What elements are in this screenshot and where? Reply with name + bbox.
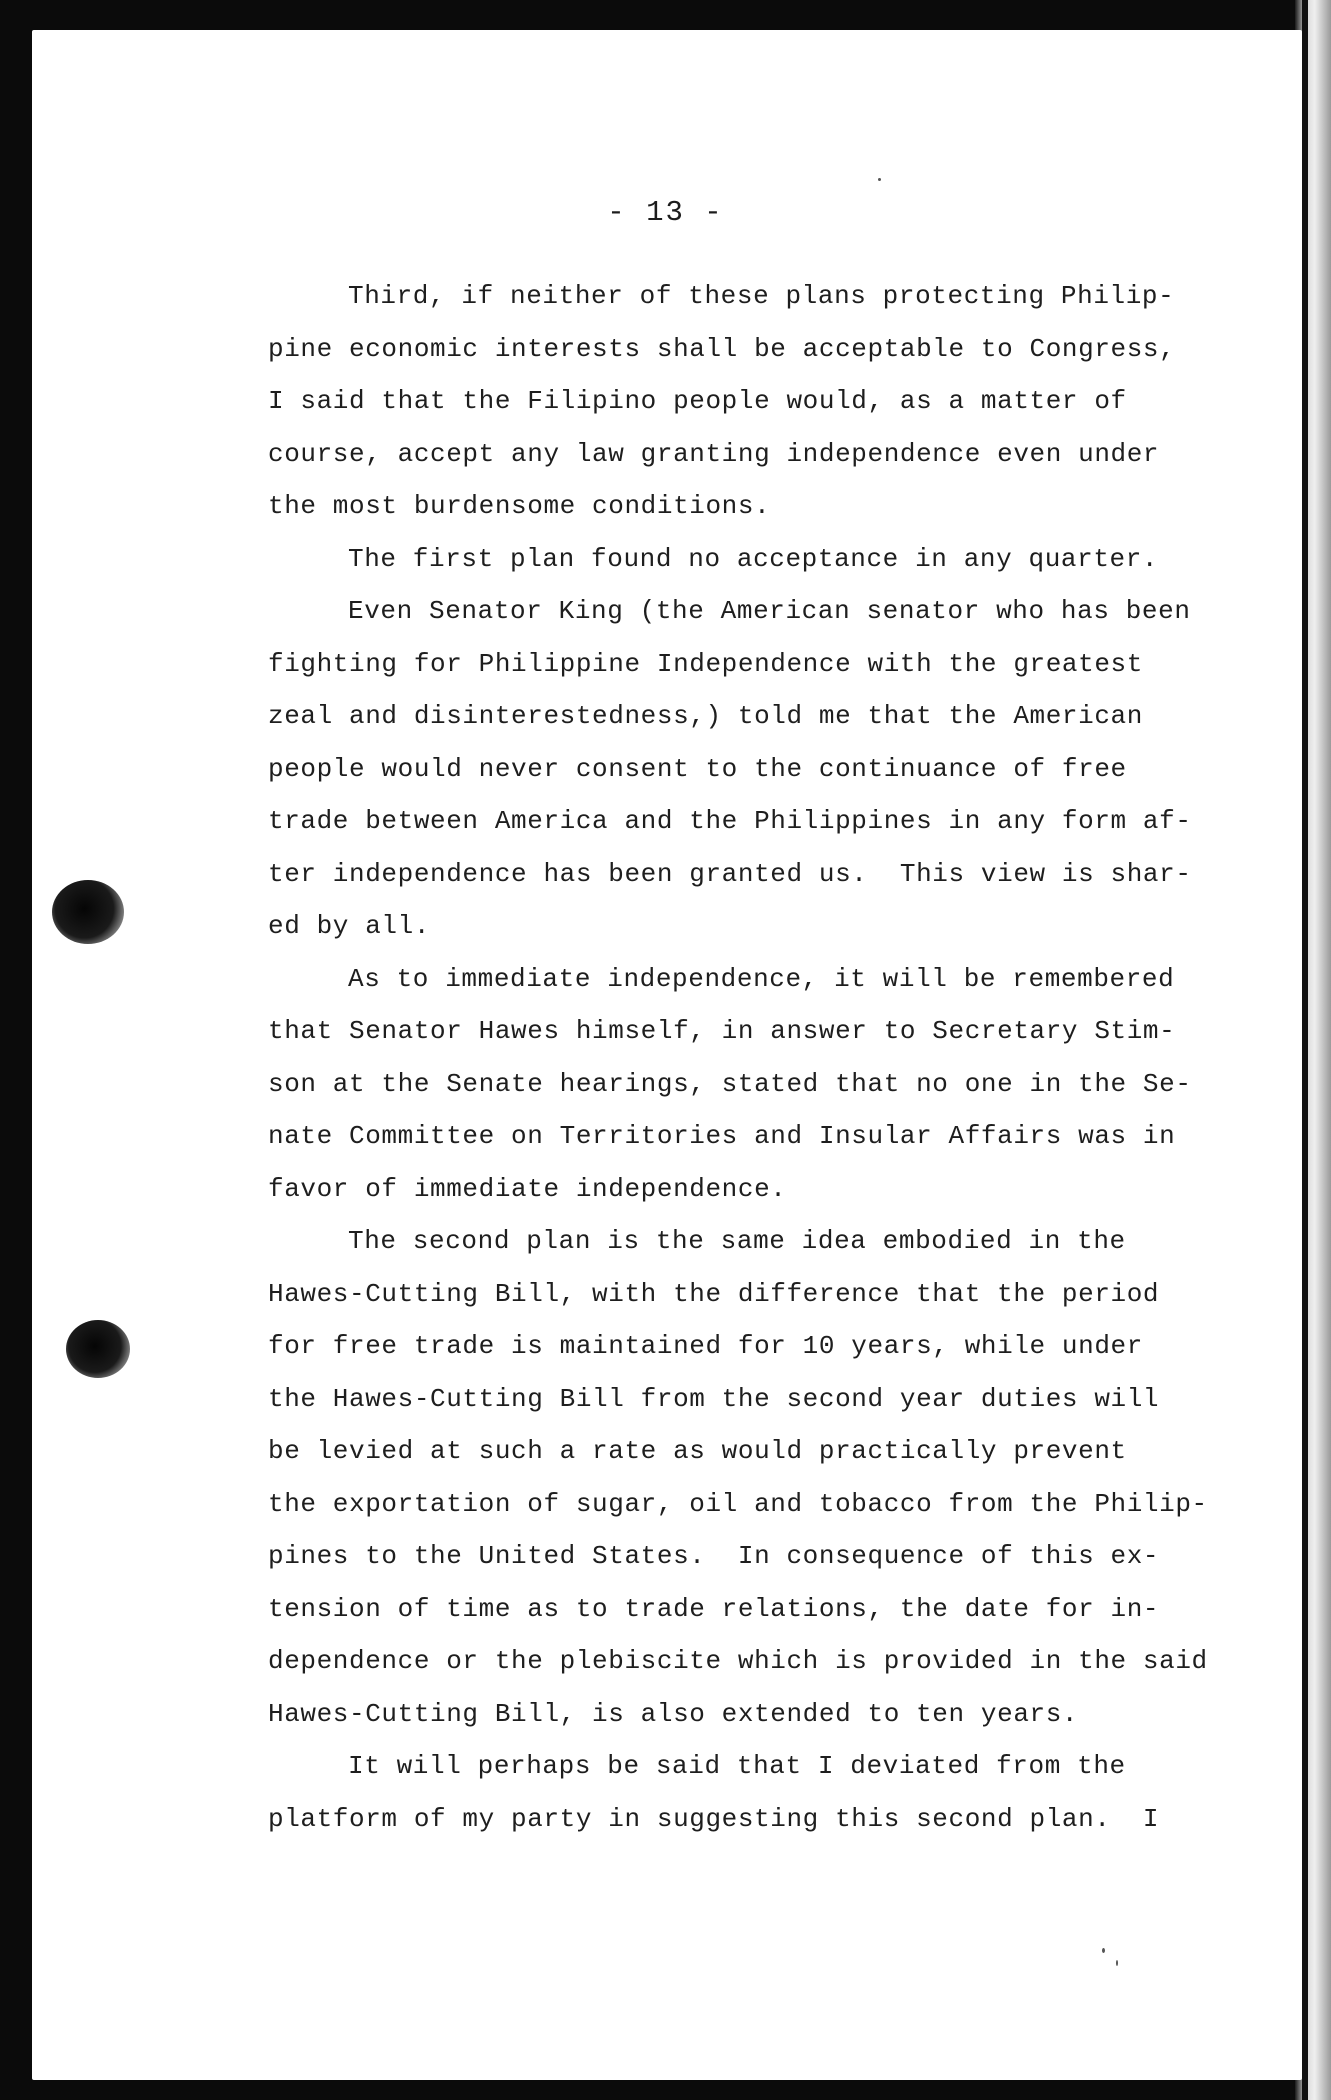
text-line: be levied at such a rate as would practically prevent <box>268 1436 1127 1466</box>
dust-speck <box>878 178 881 181</box>
text-line: ed by all. <box>268 911 431 941</box>
text-line: It will perhaps be said that I deviated from the <box>348 1751 1126 1781</box>
page-edge-strip <box>1302 0 1308 2100</box>
text-line: that Senator Hawes himself, in answer to Secretary Stim- <box>268 1016 1176 1046</box>
text-line: the most burdensome conditions. <box>268 491 771 521</box>
text-line: As to immediate independence, it will be remembered <box>348 963 1175 994</box>
text-line: for free trade is maintained for 10 years, while under <box>268 1331 1143 1361</box>
text-line: Hawes-Cutting Bill, is also extended to ten years. <box>268 1698 1079 1729</box>
text-line: Even Senator King (the American senator who has been <box>348 596 1191 626</box>
text-line: dependence or the plebiscite which is provided in the said <box>268 1646 1208 1676</box>
text-line: nate Committee on Territories and Insular Affairs was in <box>268 1121 1176 1151</box>
text-line: son at the Senate hearings, stated that no one in the Se- <box>268 1068 1192 1099</box>
text-line: Third, if neither of these plans protecting Philip- <box>348 281 1175 311</box>
text-line: The first plan found no acceptance in any quarter. <box>348 543 1159 574</box>
text-line: fighting for Philippine Independence with the greatest <box>268 648 1143 679</box>
text-line: people would never consent to the continuance of free <box>268 753 1127 784</box>
text-line: pines to the United States. In consequence of this ex- <box>268 1541 1160 1571</box>
text-line: platform of my party in suggesting this second plan. I <box>268 1803 1160 1834</box>
text-line: the exportation of sugar, oil and tobacco from the Philip- <box>268 1488 1208 1519</box>
page-number: - 13 - <box>607 196 724 229</box>
text-line: tension of time as to trade relations, the date for in- <box>268 1593 1160 1624</box>
dust-speck <box>1116 1960 1118 1966</box>
dust-speck <box>1102 1948 1105 1953</box>
text-line: ter independence has been granted us. This view is shar- <box>268 858 1192 889</box>
text-line: zeal and disinterestedness,) told me that the American <box>268 701 1143 731</box>
text-line: favor of immediate independence. <box>268 1173 787 1204</box>
text-line: pine economic interests shall be acceptable to Congress, <box>268 333 1176 364</box>
punch-hole-icon <box>52 880 124 944</box>
text-line: trade between America and the Philippines in any form af- <box>268 806 1192 836</box>
typewritten-body <box>268 270 1208 1845</box>
text-line: course, accept any law granting independence even under <box>268 438 1160 469</box>
text-line: I said that the Filipino people would, as a matter of <box>268 386 1127 416</box>
text-line: The second plan is the same idea embodied in the <box>348 1226 1126 1256</box>
text-line: Hawes-Cutting Bill, with the difference that the period <box>268 1278 1160 1309</box>
punch-hole-icon <box>66 1320 130 1378</box>
text-line: the Hawes-Cutting Bill from the second year duties will <box>268 1383 1160 1414</box>
